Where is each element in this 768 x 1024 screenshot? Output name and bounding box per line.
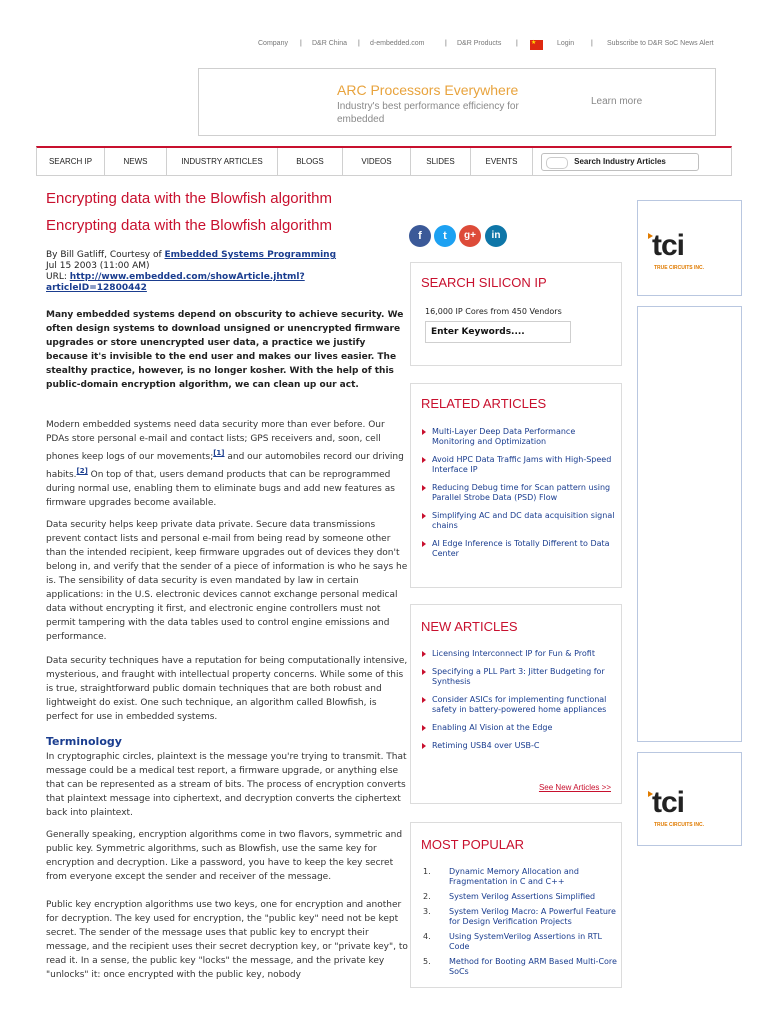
footnote-link[interactable]: [1]	[213, 449, 225, 457]
tci-logo: tci	[652, 786, 685, 819]
most-popular-box	[410, 822, 622, 988]
byline-source-link[interactable]: Embedded Systems Programming	[164, 250, 337, 260]
related-article-link[interactable]: Reducing Debug time for Scan pattern using Parallel Strobe Data (PSD) Flow	[421, 483, 617, 503]
popular-article-link[interactable]	[423, 867, 619, 887]
top-link-dr-products[interactable]: D&R Products	[457, 40, 502, 47]
list-number: 4.	[423, 932, 431, 941]
byline	[46, 250, 386, 294]
popular-article-link[interactable]	[423, 957, 619, 977]
popular-article-label: Dynamic Memory Allocation and Fragmentation in C and C++	[449, 867, 579, 886]
popular-article-label: Method for Booting ARM Based Multi-Core SoCs	[449, 957, 617, 976]
related-article-link[interactable]: AI Edge Inference is Totally Different to Data Center	[421, 539, 617, 559]
article-title-repeat: Encrypting data with the Blowfish algorithm	[46, 217, 332, 234]
byline-author: By Bill Gatliff, Courtesy of	[46, 250, 162, 260]
related-articles-list	[421, 427, 617, 567]
top-link-dr-china[interactable]: D&R China	[312, 40, 348, 47]
separator: |	[516, 40, 518, 47]
most-popular-list	[423, 867, 619, 982]
list-number: 1.	[423, 867, 431, 876]
learn-more-link[interactable]: Learn more	[591, 96, 643, 107]
article-url-link-cont[interactable]: articleID=12800442	[46, 283, 147, 293]
popular-article-label: System Verilog Macro: A Powerful Feature for Design Verification Projects	[449, 907, 616, 926]
article-paragraph: Data security techniques have a reputation for being computationally intensive, mysterious, and fraught with intellectual property concerns. While some of this is true, straightforward public domain techniques that are both robust and lightweight do exist. One such technique, an algorithm called Blowfish, is perfect for use in embedded systems.	[46, 656, 408, 722]
twitter-icon[interactable]: t	[434, 225, 456, 247]
article-paragraph	[46, 418, 408, 510]
tci-tagline: TRUE CIRCUITS INC.	[654, 822, 704, 828]
url-label: URL:	[46, 272, 67, 282]
related-articles-title: RELATED ARTICLES	[421, 396, 547, 411]
footnote-link[interactable]: [2]	[76, 467, 88, 475]
tci-tagline: TRUE CIRCUITS INC.	[654, 265, 704, 271]
main-nav	[36, 146, 732, 176]
list-number: 3.	[423, 907, 431, 916]
top-link-company[interactable]: Company	[258, 40, 288, 47]
paragraph-text: On top of that, users demand products that can be reprogrammed during normal use, enabling them to eliminate bugs and add new features as firmware upgrades become available.	[46, 470, 395, 508]
popular-article-link[interactable]	[423, 892, 619, 902]
top-link-subscribe[interactable]: Subscribe to D&R SoC News Alert	[607, 40, 714, 47]
googleplus-icon[interactable]: g+	[459, 225, 481, 247]
new-articles-box	[410, 604, 622, 804]
popular-article-label: System Verilog Assertions Simplified	[449, 892, 596, 901]
banner-title: ARC Processors Everywhere	[337, 82, 519, 98]
nav-slides[interactable]: SLIDES	[411, 148, 471, 176]
sidebar-ad-tall[interactable]	[637, 306, 742, 742]
new-article-link[interactable]: Retiming USB4 over USB-C	[421, 741, 617, 751]
new-articles-list	[421, 649, 617, 759]
search-ip-box	[410, 262, 622, 366]
separator: |	[591, 40, 593, 47]
nav-industry-articles[interactable]: INDUSTRY ARTICLES	[167, 148, 278, 176]
popular-article-link[interactable]	[423, 907, 619, 927]
nav-news[interactable]: NEWS	[105, 148, 167, 176]
banner-ad[interactable]	[198, 68, 716, 136]
most-popular-title: MOST POPULAR	[421, 837, 525, 852]
see-new-articles-link[interactable]: See New Articles >>	[538, 783, 611, 792]
linkedin-icon[interactable]: in	[485, 225, 507, 247]
nav-videos[interactable]: VIDEOS	[343, 148, 411, 176]
search-ip-count: 16,000 IP Cores from 450 Vendors	[425, 307, 562, 316]
top-link-dr-embedded[interactable]: d-embedded.com	[370, 40, 425, 47]
section-heading: Terminology	[46, 735, 122, 748]
article-url-link[interactable]: http://www.embedded.com/showArticle.jhtml?	[69, 272, 305, 282]
nav-blogs[interactable]: BLOGS	[278, 148, 343, 176]
article-title: Encrypting data with the Blowfish algorithm	[46, 190, 332, 207]
list-number: 5.	[423, 957, 431, 966]
new-articles-title: NEW ARTICLES	[421, 619, 518, 634]
new-article-link[interactable]: Enabling AI Vision at the Edge	[421, 723, 617, 733]
banner-subtitle: Industry's best performance efficiency for embedded	[337, 101, 519, 125]
separator: |	[358, 40, 360, 47]
list-number: 2.	[423, 892, 431, 901]
tci-ad-bottom[interactable]	[637, 752, 742, 846]
keyword-search-input[interactable]: Enter Keywords....	[425, 321, 571, 343]
article-paragraph: Data security helps keep private data private. Secure data transmissions prevent contact lists and personal e-mail from being read by someone other than the intended recipient, keep firmware upgrades out of devices they don't belong in, and verify that the sender of a piece of information is who he says he is. The sensibility of data security is even mandated by law in certain applications: in the U.S. electronic devices cannot exchange personal medical data without encrypting it first, and electronic engine controllers must not permit tampering with the data tables used to control engine emissions and performance.	[46, 520, 408, 642]
top-links	[250, 40, 760, 54]
article-abstract: Many embedded systems depend on obscurity to achieve security. We often design systems to download unsigned or unencrypted firmware upgrades or store unencrypted user data, a practice we justify because it's invisible to the end user and makes our lives easier. The stealthy practice, however, is no longer kosher. With the help of this public-domain encryption algorithm, we can clean up our act.	[46, 310, 404, 390]
related-article-link[interactable]: Multi-Layer Deep Data Performance Monitoring and Optimization	[421, 427, 617, 447]
separator: |	[300, 40, 302, 47]
new-article-link[interactable]: Specifying a PLL Part 3: Jitter Budgeting for Synthesis	[421, 667, 617, 687]
article-paragraph: Public key encryption algorithms use two keys, one for encryption and another for decryption. The key used for encryption, the "public key" need not be kept secret. The sender of the message uses that public key to encrypt their message, and the recipient uses their secret decryption key, or "private key", to read it. In a sense, the public key "locks" the message, and the private key "unlocks" it: once encrypted with the public key, nobody	[46, 900, 408, 980]
related-article-link[interactable]: Avoid HPC Data Traffic Jams with High-Speed Interface IP	[421, 455, 617, 475]
tci-ad-top[interactable]	[637, 200, 742, 296]
facebook-icon[interactable]: f	[409, 225, 431, 247]
nav-events[interactable]: EVENTS	[471, 148, 533, 176]
related-article-link[interactable]: Simplifying AC and DC data acquisition signal chains	[421, 511, 617, 531]
search-ip-title: SEARCH SILICON IP	[421, 275, 547, 290]
nav-search-ip[interactable]: SEARCH IP	[37, 148, 105, 176]
popular-article-label: Using SystemVerilog Assertions in RTL Code	[449, 932, 603, 951]
tci-logo: tci	[652, 229, 685, 262]
article-date: Jul 15 2003 (11:00 AM)	[46, 261, 150, 271]
new-article-link[interactable]: Licensing Interconnect IP for Fun & Profit	[421, 649, 617, 659]
separator: |	[445, 40, 447, 47]
new-article-link[interactable]: Consider ASICs for implementing functional safety in battery-powered home appliances	[421, 695, 617, 715]
china-flag-icon[interactable]	[530, 40, 543, 50]
paragraph-text: and our automobiles record our driving habits.	[46, 452, 404, 480]
popular-article-link[interactable]	[423, 932, 619, 952]
article-paragraph: Generally speaking, encryption algorithms come in two flavors, symmetric and public key. Symmetric algorithms, such as Blowfish, use the same key for encryption and decryption. Like a password, you have to keep the key secret from everyone except the sender and receiver of the message.	[46, 830, 403, 882]
related-articles-box	[410, 383, 622, 588]
article-paragraph: In cryptographic circles, plaintext is the message you're trying to transmit. That message could be a medical test report, a firmware upgrade, or anything else that can be represented as a stream of bits. The process of encryption converts that plaintext message into ciphertext, and decryption converts the ciphertext back into plaintext.	[46, 752, 407, 818]
top-link-login[interactable]: Login	[557, 40, 575, 47]
paragraph-text: Modern embedded systems need data security more than ever before. Our PDAs store personal e-mail and contact lists; GPS receivers and, soon, cell phones keep logs of our movements;	[46, 420, 385, 462]
search-articles-input[interactable]: Search Industry Articles	[541, 153, 699, 171]
